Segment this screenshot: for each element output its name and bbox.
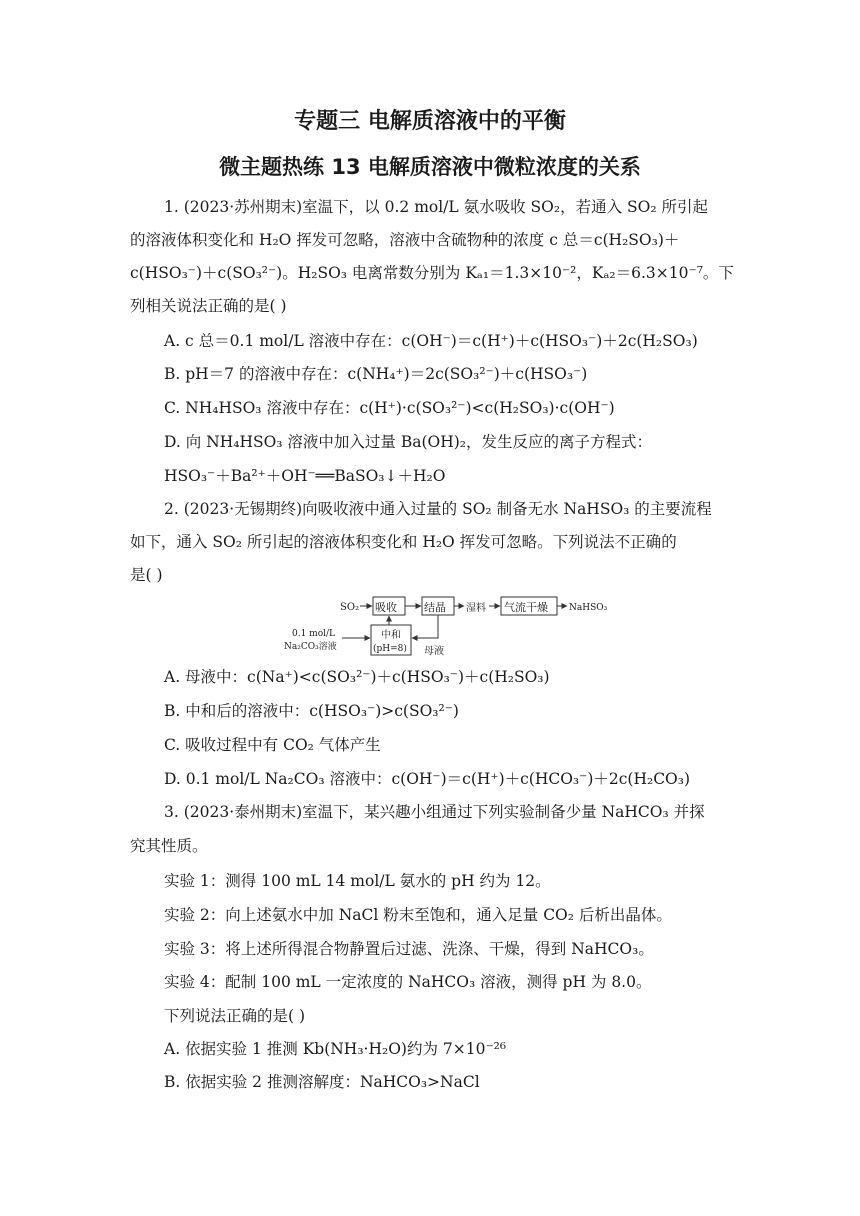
flow-feed-line2: Na₂CO₃溶液 xyxy=(284,642,337,652)
q1-line: 的溶液体积变化和 H₂O 挥发可忽略，溶液中含硫物种的浓度 c 总＝c(H₂SO₃)＋ xyxy=(130,231,680,249)
q3-experiment-4: 实验 4：配制 100 mL 一定浓度的 NaHCO₃ 溶液，测得 pH 为 8.0。 xyxy=(164,973,652,991)
process-flow-diagram xyxy=(280,594,620,660)
q1-line: 1. (2023·苏州期末)室温下，以 0.2 mol/L 氨水吸收 SO₂，若通入 SO₂ 所引起 xyxy=(164,198,708,216)
flow-crystal-label: 结晶 xyxy=(424,601,446,614)
q3-experiment-1: 实验 1：测得 100 mL 14 mol/L 氨水的 pH 约为 12。 xyxy=(164,872,551,890)
page-subtitle: 微主题热练 13 电解质溶液中微粒浓度的关系 xyxy=(219,155,641,179)
flow-product-label: NaHSO₃ xyxy=(569,603,608,613)
flow-mother-label: 母液 xyxy=(424,646,444,657)
q1-option-d-equation: HSO₃⁻＋Ba²⁺＋OH⁻══BaSO₃↓＋H₂O xyxy=(164,467,446,485)
q3-option-a: A. 依据实验 1 推测 Kb(NH₃·H₂O)约为 7×10⁻²⁶ xyxy=(164,1040,507,1058)
flow-neutral-line1: 中和 xyxy=(381,630,401,641)
q1-option-c: C. NH₄HSO₃ 溶液中存在：c(H⁺)·c(SO₃²⁻)<c(H₂SO₃)·c(OH⁻) xyxy=(164,399,615,417)
flow-dry-label: 气流干燥 xyxy=(504,601,548,614)
q1-line: c(HSO₃⁻)＋c(SO₃²⁻)。H₂SO₃ 电离常数分别为 Kₐ₁＝1.3×10⁻²，Kₐ₂＝6.3×10⁻⁷。下 xyxy=(130,264,734,282)
flow-absorb-label: 吸收 xyxy=(375,601,397,614)
flow-so2-label: SO₂ xyxy=(340,602,360,613)
q2-option-d: D. 0.1 mol/L Na₂CO₃ 溶液中：c(OH⁻)＝c(H⁺)＋c(HCO₃⁻)＋2c(H₂CO₃) xyxy=(164,770,691,788)
q1-option-d: D. 向 NH₄HSO₃ 溶液中加入过量 Ba(OH)₂，发生反应的离子方程式： xyxy=(164,433,653,451)
q3-experiment-2: 实验 2：向上述氨水中加 NaCl 粉末至饱和，通入足量 CO₂ 后析出晶体。 xyxy=(164,906,672,924)
q1-option-b: B. pH＝7 的溶液中存在：c(NH₄⁺)＝2c(SO₃²⁻)＋c(HSO₃⁻) xyxy=(164,365,588,383)
q3-line: 3. (2023·泰州期末)室温下，某兴趣小组通过下列实验制备少量 NaHCO₃ 并探 xyxy=(164,803,705,821)
q1-option-a: A. c 总＝0.1 mol/L 溶液中存在：c(OH⁻)＝c(H⁺)＋c(HSO₃⁻)＋2c(H₂SO₃) xyxy=(164,332,698,350)
q2-line: 2. (2023·无锡期终)向吸收液中通入过量的 SO₂ 制备无水 NaHSO₃ 的主要流程 xyxy=(164,500,712,518)
q3-option-b: B. 依据实验 2 推测溶解度：NaHCO₃>NaCl xyxy=(164,1073,480,1091)
flow-neutral-line2: (pH=8) xyxy=(373,644,407,654)
flow-feed-line1: 0.1 mol/L xyxy=(292,629,336,639)
q3-experiment-3: 实验 3：将上述所得混合物静置后过滤、洗涤、干燥，得到 NaHCO₃。 xyxy=(164,940,654,958)
q3-line: 究其性质。 xyxy=(130,837,208,855)
q1-line: 列相关说法正确的是( ) xyxy=(130,297,287,315)
q2-line: 是( ) xyxy=(130,566,163,584)
q2-line: 如下，通入 SO₂ 所引起的溶液体积变化和 H₂O 挥发可忽略。下列说法不正确的 xyxy=(130,533,677,551)
flow-wet-label: 湿料 xyxy=(466,603,486,614)
flow-arrow xyxy=(412,615,438,638)
q2-option-a: A. 母液中：c(Na⁺)<c(SO₃²⁻)＋c(HSO₃⁻)＋c(H₂SO₃) xyxy=(164,668,550,686)
page-title: 专题三 电解质溶液中的平衡 xyxy=(294,109,566,134)
q2-option-b: B. 中和后的溶液中：c(HSO₃⁻)>c(SO₃²⁻) xyxy=(164,702,459,720)
q3-prompt: 下列说法正确的是( ) xyxy=(164,1007,306,1025)
q2-option-c: C. 吸收过程中有 CO₂ 气体产生 xyxy=(164,736,381,754)
